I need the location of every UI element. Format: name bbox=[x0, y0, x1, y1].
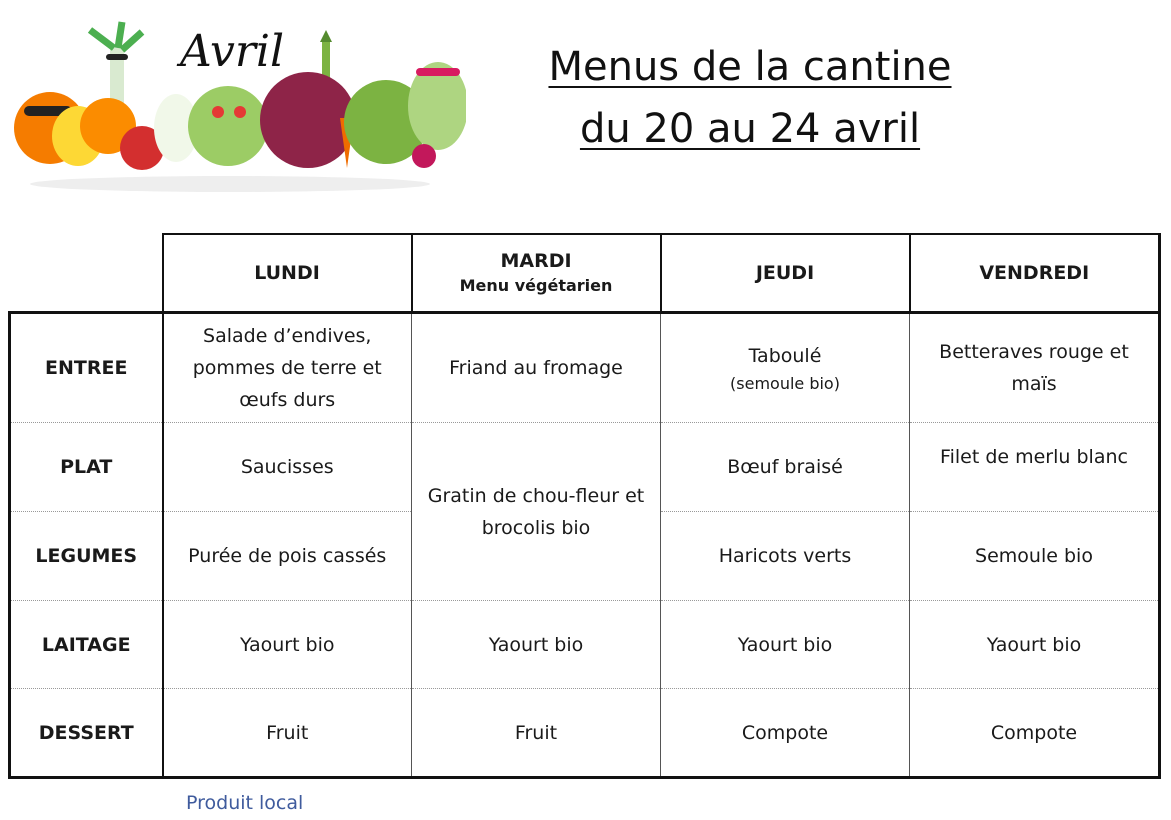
cell-entree-jeudi bbox=[661, 313, 910, 423]
cell-entree-mardi: Friand au fromage bbox=[412, 313, 661, 423]
cell-legumes-vendredi: Semoule bio bbox=[910, 512, 1160, 601]
day-jeudi bbox=[661, 234, 910, 313]
row-entree bbox=[10, 313, 1160, 423]
cell-dessert-mardi: Fruit bbox=[412, 689, 661, 778]
cell-dessert-lundi: Fruit bbox=[163, 689, 412, 778]
row-dessert bbox=[10, 689, 1160, 778]
cell-dessert-jeudi: Compote bbox=[661, 689, 910, 778]
row-label: LAITAGE bbox=[10, 601, 163, 689]
corner-cell bbox=[10, 234, 163, 313]
row-label: DESSERT bbox=[10, 689, 163, 778]
day-vendredi bbox=[910, 234, 1160, 313]
cell-plat-lundi: Saucisses bbox=[163, 423, 412, 512]
legend-local-product: Produit local bbox=[186, 792, 304, 814]
cell-laitage-vendredi: Yaourt bio bbox=[910, 601, 1160, 689]
day-label: LUNDI bbox=[254, 262, 320, 284]
radish-icon bbox=[412, 144, 436, 168]
day-mardi bbox=[412, 234, 661, 313]
row-label: ENTREE bbox=[10, 313, 163, 423]
day-sublabel: Menu végétarien bbox=[459, 276, 613, 295]
row-label: PLAT bbox=[10, 423, 163, 512]
row-plat bbox=[10, 423, 1160, 512]
title-line-1: Menus de la cantine bbox=[548, 44, 952, 90]
cell-text: Taboulé bbox=[748, 345, 822, 367]
vegetable-banner bbox=[10, 8, 466, 200]
cell-plat-vendredi: Filet de merlu blanc bbox=[910, 423, 1160, 512]
day-label: MARDI bbox=[500, 250, 572, 272]
cell-legumes-jeudi: Haricots verts bbox=[661, 512, 910, 601]
cell-note: (semoule bio) bbox=[730, 374, 840, 393]
row-laitage bbox=[10, 601, 1160, 689]
cell-laitage-lundi: Yaourt bio bbox=[163, 601, 412, 689]
cell-plat-jeudi: Bœuf braisé bbox=[661, 423, 910, 512]
day-lundi bbox=[163, 234, 412, 313]
row-label: LEGUMES bbox=[10, 512, 163, 601]
title-line-2: du 20 au 24 avril bbox=[579, 106, 921, 152]
cell-entree-vendredi: Betteraves rouge et maïs bbox=[910, 313, 1160, 423]
cabbage-icon bbox=[188, 86, 268, 166]
cell-entree-lundi: Salade d’endives, pommes de terre et œufs durs bbox=[163, 313, 412, 423]
cell-plat-mardi: Gratin de chou-fleur et brocolis bio bbox=[412, 423, 661, 601]
cell-laitage-jeudi: Yaourt bio bbox=[661, 601, 910, 689]
day-label: JEUDI bbox=[755, 262, 815, 284]
menu-table bbox=[8, 233, 1161, 779]
banner-month: Avril bbox=[180, 26, 285, 77]
header-row bbox=[10, 234, 1160, 313]
cell-legumes-lundi: Purée de pois cassés bbox=[163, 512, 412, 601]
cell-laitage-mardi: Yaourt bio bbox=[412, 601, 661, 689]
day-label: VENDREDI bbox=[979, 262, 1090, 284]
cell-dessert-vendredi: Compote bbox=[910, 689, 1160, 778]
